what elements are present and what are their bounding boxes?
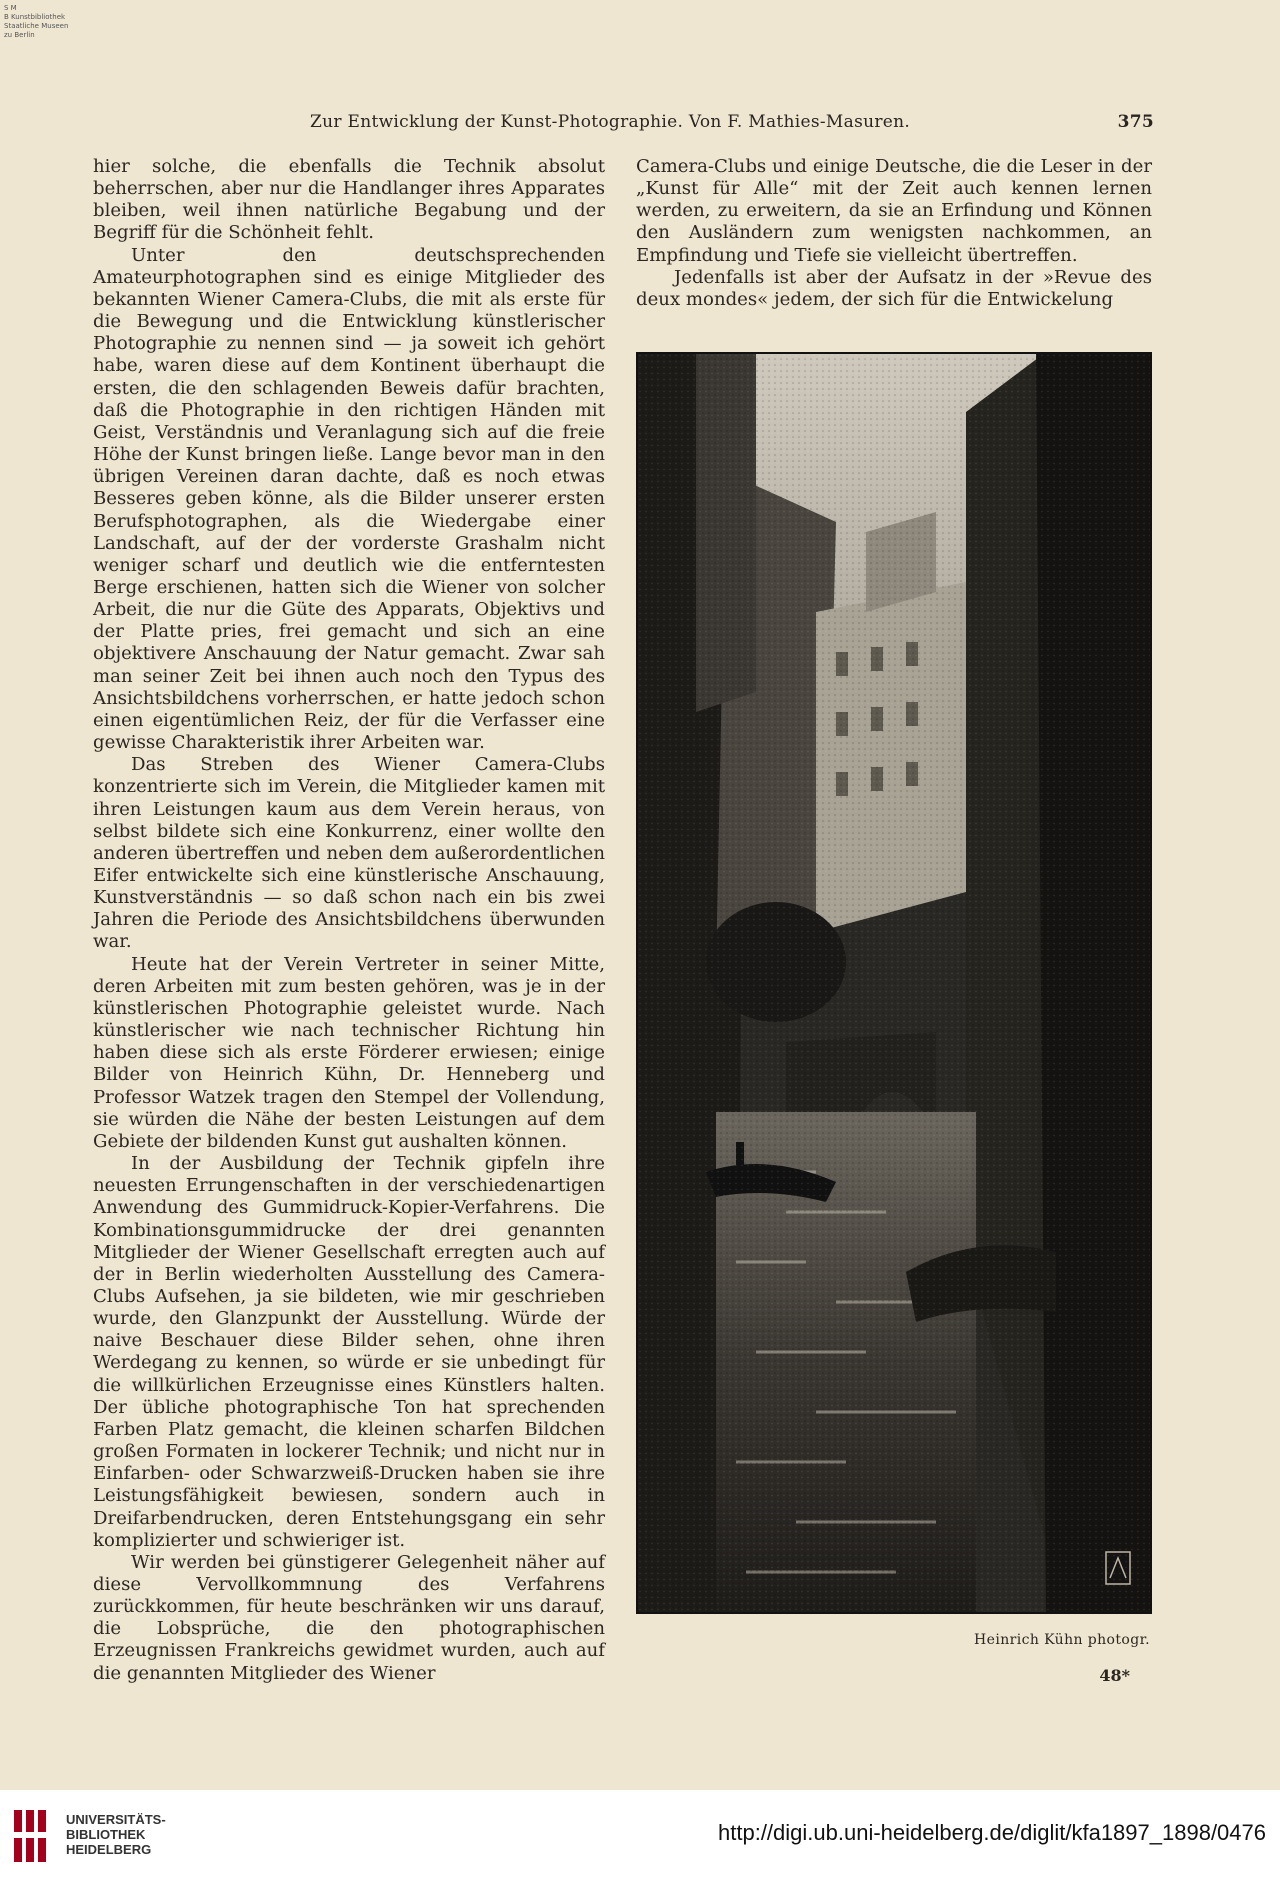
library-name [66,1812,166,1857]
canal-photograph-drawing [636,352,1152,1614]
stamp-line: Staatliche Museen [4,22,69,30]
paragraph: hier solche, die ebenfalls die Technik absolut beherrschen, aber nur die Handlanger ihres Apparates bleiben, weil ihnen natürliche Begabung und der Begriff für die Schönheit fehlt. [93,156,605,244]
paragraph: Wir werden bei günstigerer Gelegenheit näher auf diese Vervollkommnung des Verfahrens zurückkommen, für heute beschränken wir uns darauf, die Lobsprüche, die den photographischen Erzeugnissen Frankreichs gewidmet wurden, auch auf die genannten Mitglieder des Wiener [93,1551,605,1684]
permalink-url[interactable]: http://digi.ub.uni-heidelberg.de/diglit/kfa1897_1898/0476 [718,1820,1266,1845]
article-title: Zur Entwicklung der Kunst-Photographie. Von F. Mathies-Masuren. [310,112,911,132]
stamp-line: S M [4,4,17,12]
paragraph: In der Ausbildung der Technik gipfeln ihre neuesten Errungenschaften in der verschiedenartigen Anwendung des Gummidruck-Kopier-Verfahrens. Die Kombinationsgummidrucke der drei genannten Mitglieder der Wiener Gesellschaft erregten auch auf der in Berlin wiederholten Ausstellung des Camera-Clubs Aufsehen, ja sie bildeten, wie mir geschrieben wurde, den Glanzpunkt der Ausstellung. Würde der naive Beschauer diese Bilder sehen, ohne ihren Werdegang zu kennen, so würde er sie unbedingt für die willkürlichen Erzeugnisse eines Künstlers halten. Der übliche photographische Ton hat sprechenden Farben Platz gemacht, die kleinen scharfen Bildchen großen Formaten in lockerer Technik; und nicht nur in Einfarben- oder Schwarzweiß-Drucken haben sie ihre Leistungsfähigkeit bewiesen, sondern auch in Dreifarbendrucken, deren Entstehungsgang ein sehr komplizierter und schwieriger ist. [93,1153,605,1551]
paragraph: Unter den deutschsprechenden Amateurphotographen sind es einige Mitglieder des bekannten Wiener Camera-Clubs, die mit als erste für die Bewegung und die Entwicklung künstlerischer Photographie zu nennen sind — ja soweit ich gehört habe, waren diese auf dem Kontinent überhaupt die ersten, die den schlagenden Beweis dafür brachten, daß die Photographie in den richtigen Händen mit Geist, Verständnis und Veranlagung sich auf die freie Höhe der Kunst bringen ließe. Lange bevor man in den übrigen Vereinen daran dachte, daß es noch etwas Besseres geben könne, als die Bilder unserer ersten Berufsphotographen, als die Wiedergabe einer Landschaft, auf der der vorderste Grashalm nicht weniger scharf und deutlich wie die entferntesten Berge erschienen, hatten sich die Wiener von solcher Arbeit, die nur die Güte des Apparats, Objektivs und der Platte pries, frei gemacht und sich an eine objektivere Anschauung der Natur gemacht. Zwar sah man seiner Zeit bei ihnen auch noch den Typus des Ansichtsbildchens vorherrschen, er hatte jedoch schon einen eigentümlichen Reiz, der für die Verfasser eine gewisse Charakteristik ihrer Arbeiten war. [93,244,605,754]
signature-mark: 48* [1099,1666,1130,1685]
page-number: 375 [1117,112,1154,132]
library-name-line: HEIDELBERG [66,1842,152,1857]
left-text-column [93,156,605,1685]
canal-photograph [636,352,1152,1614]
library-name-line: BIBLIOTHEK [66,1827,146,1842]
stamp-line: zu Berlin [4,31,35,39]
digitization-footer [0,1790,1280,1884]
paragraph: Das Streben des Wiener Camera-Clubs konzentrierte sich im Verein, die Mitglieder kamen mit ihren Leistungen kaum aus dem Verein heraus, von selbst bildete sich eine Konkurrenz, einer wollte den anderen übertreffen und neben dem außerordentlichen Eifer entwickelte sich eine künstlerische Anschauung, Kunstverständnis — so daß schon nach ein bis zwei Jahren die Periode des Ansichtsbildchens überwunden war. [93,754,605,953]
library-stamp [4,4,94,40]
paragraph: Camera-Clubs und einige Deutsche, die die Leser in der „Kunst für Alle“ mit der Zeit auch kennen lernen werden, zu erweitern, da sie an Erfindung und Können den Ausländern zum wenigsten nachkommen, an Empfindung und Tiefe sie vielleicht übertreffen. [636,156,1152,266]
library-name-line: UNIVERSITÄTS- [66,1812,166,1827]
paragraph: Jedenfalls ist aber der Aufsatz in der »Revue des deux mondes« jedem, der sich für die Entwickelung [636,266,1152,310]
stamp-line: B Kunstbibliothek [4,13,66,21]
right-text-column [636,156,1152,311]
university-library-logo-icon [10,1804,54,1868]
photo-caption: Heinrich Kühn photogr. [974,1632,1150,1648]
paragraph: Heute hat der Verein Vertreter in seiner Mitte, deren Arbeiten mit zum besten gehören, was je in der künstlerischen Photographie geleistet wurde. Nach künstlerischer wie nach technischer Richtung hin haben diese sich als erste Förderer erwiesen; einige Bilder von Heinrich Kühn, Dr. Henneberg und Professor Watzek tragen den Stempel der Vollendung, sie würden die Nähe der besten Leistungen auf dem Gebiete der bildenden Kunst gut aushalten können. [93,953,605,1152]
running-head [280,112,1160,136]
